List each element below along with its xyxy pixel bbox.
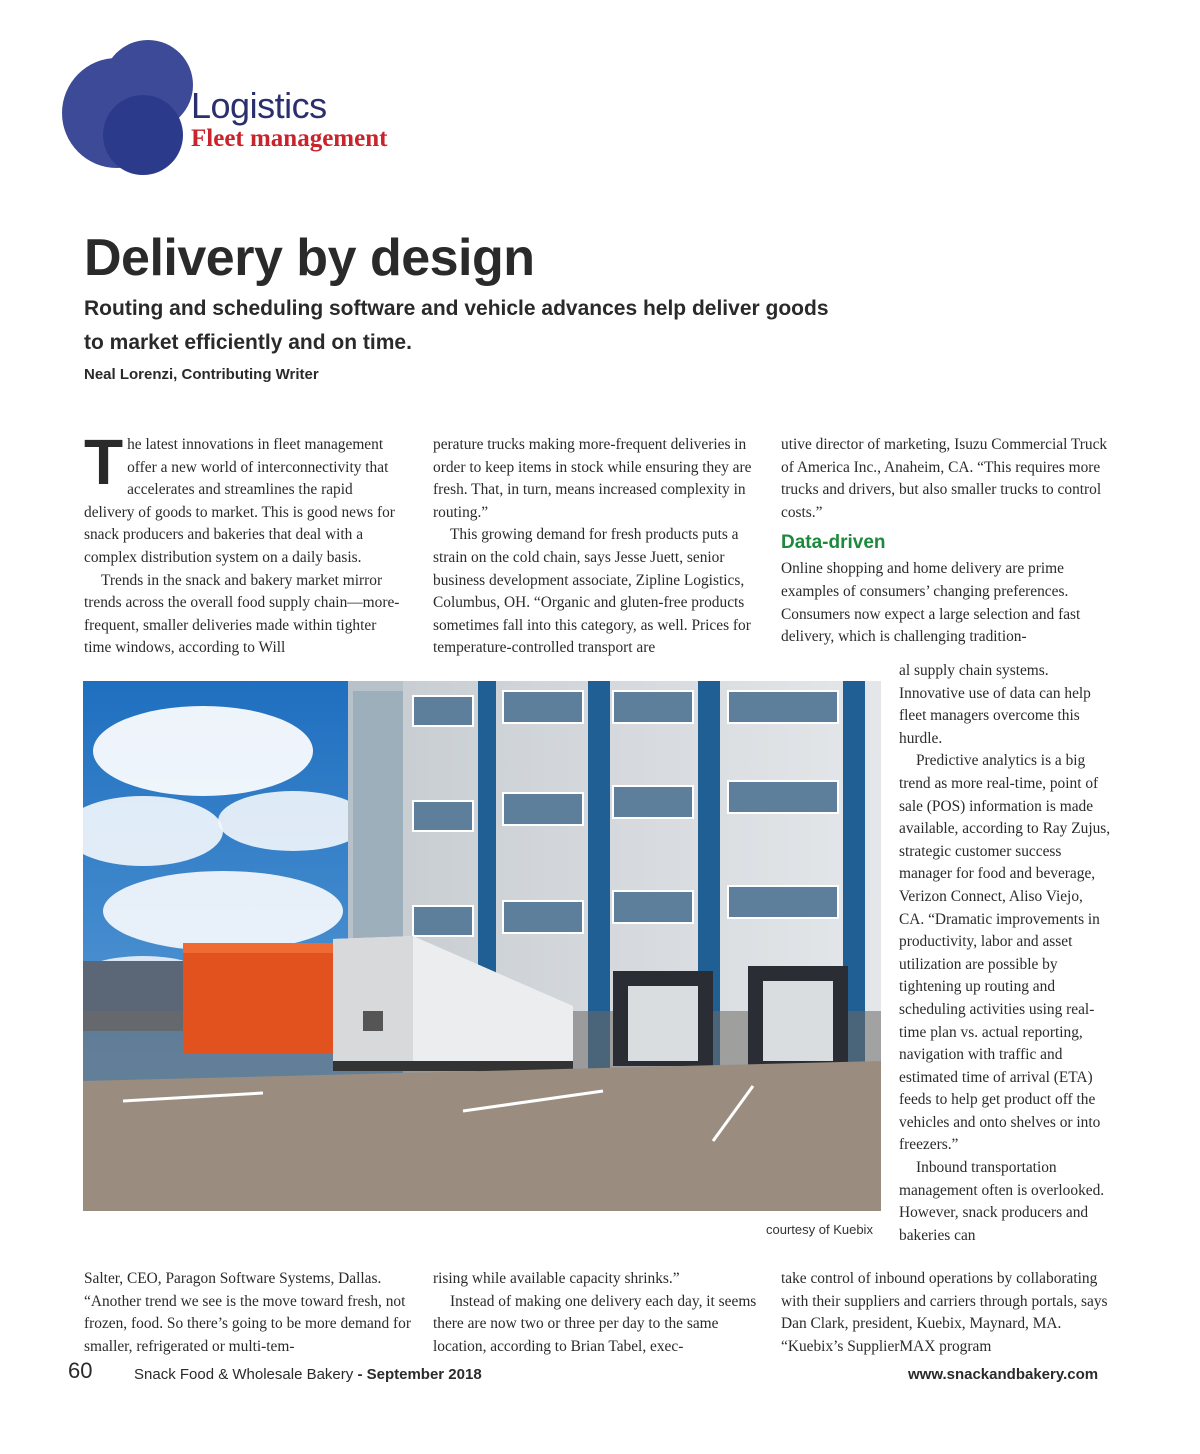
column-2-bottom [433,1268,761,1358]
paragraph: al supply chain systems. Innovative use of data can help fleet managers overcome this hurdle. [899,662,1091,747]
column-3-top [781,434,1109,649]
warehouse-photo [83,681,881,1211]
subhead-data-driven: Data-driven [781,532,886,554]
subsection-title: Fleet management [191,125,388,152]
column-1-bottom [84,1268,414,1358]
paragraph: Trends in the snack and bakery market mirror trends across the overall food supply chain—more-frequent, smaller deliveries made within tighter time windows, according to Will [84,571,400,657]
paragraph: utive director of marketing, Isuzu Commercial Truck of America Inc., Anaheim, CA. “This requires more trucks and drivers, but also smaller trucks to control costs.” [781,436,1108,521]
column-3-narrow [899,660,1111,1247]
photo-caption: courtesy of Kuebix [766,1222,873,1237]
paragraph: rising while available capacity shrinks.” [433,1270,680,1287]
article-byline: Neal Lorenzi, Contributing Writer [84,366,319,383]
issue-date: - September 2018 [357,1366,482,1383]
article-headline: Delivery by design [84,229,535,287]
column-3-bottom [781,1268,1111,1358]
logo-circle-bottom [103,95,183,175]
paragraph: Online shopping and home delivery are prime examples of consumers’ changing preferences. Consumers now expect a large selection and fast delivery, which is challenging tradition- [781,560,1081,646]
article-deck: Routing and scheduling software and vehicle advances help deliver goods to market efficiently and on time. [84,297,829,354]
paragraph: Predictive analytics is a big trend as more real-time, point of sale (POS) information is made available, according to Ray Zujus, strategic customer success manager for food and beverage, Verizon Connect, Aliso Viejo, CA. “Dramatic improvements in productivity, labor and asset utilization are possible by tightening up routing and scheduling activities using real-time plan vs. actual reporting, navigation with traffic and estimated time of arrival (ETA) feeds to help get product off the vehicles and onto shelves or into freezers.” [899,752,1111,1154]
paragraph: take control of inbound operations by collaborating with their suppliers and carriers through portals, says Dan Clark, president, Kuebix, Maynard, MA. “Kuebix’s SupplierMAX program [781,1270,1108,1355]
footer-publication [134,1366,482,1383]
footer-website: www.snackandbakery.com [908,1366,1099,1383]
column-1-top [84,426,406,660]
drop-cap: T [84,426,124,498]
paragraph [84,426,406,570]
paragraph: Instead of making one delivery each day, it seems there are now two or three per day to the same location, according to Brian Tabel, exec- [433,1292,757,1355]
column-2-top [433,434,761,660]
paragraph: This growing demand for fresh products puts a strain on the cold chain, says Jesse Juett, senior business development associate, Zipline Logistics, Columbus, OH. “Organic and gluten-free products sometimes fall into this category, as well. Prices for temperature-controlled transport are [433,526,751,657]
paragraph-text: he latest innovations in fleet management offer a new world of interconnectivity that accelerates and streamlines the rapid delivery of goods to market. This is good news for snack producers and bakeries that deal with a complex distribution system on a daily basis. [84,436,395,566]
paragraph: Inbound transportation management often is overlooked. However, snack producers and bakeries can [899,1159,1105,1244]
paragraph: Salter, CEO, Paragon Software Systems, Dallas. “Another trend we see is the move toward fresh, not frozen, food. So there’s going to be more demand for smaller, refrigerated or multi-tem- [84,1270,411,1355]
paragraph: perature trucks making more-frequent deliveries in order to keep items in stock while ensuring they are fresh. That, in turn, means increased complexity in routing.” [433,436,752,521]
section-title: Logistics [191,85,327,126]
page-number: 60 [68,1358,93,1383]
publication-name: Snack Food & Wholesale Bakery [134,1366,354,1383]
